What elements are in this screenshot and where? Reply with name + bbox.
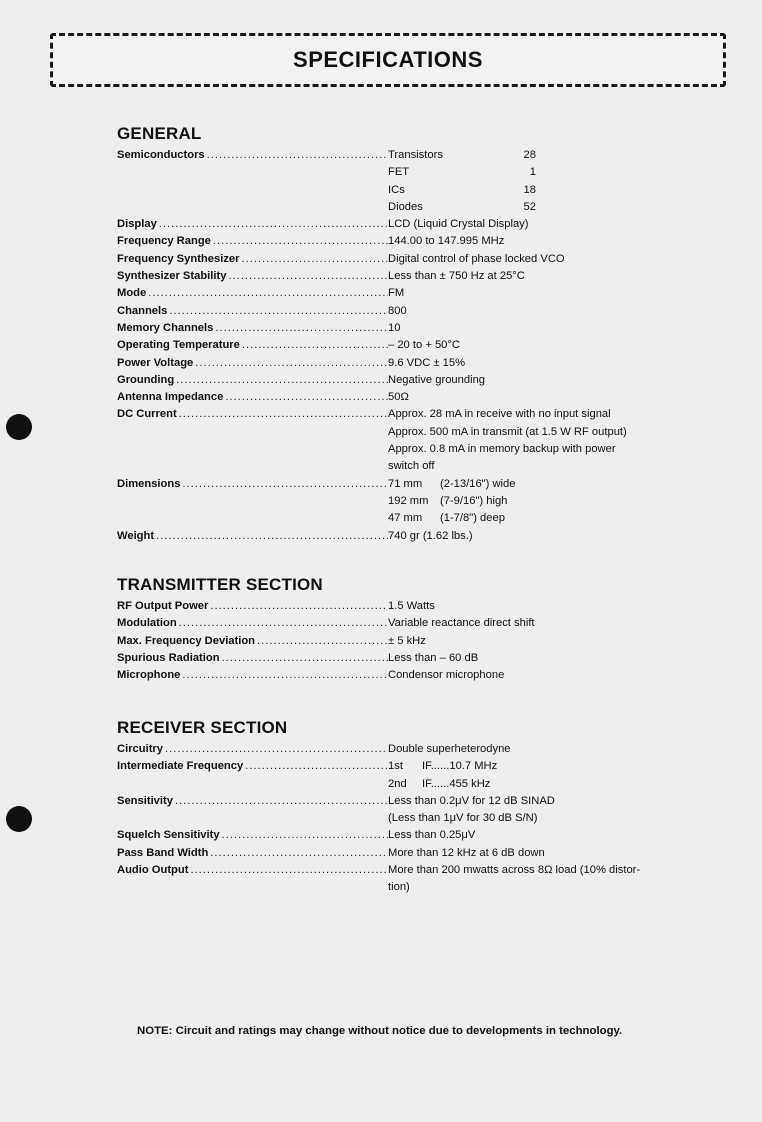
spec-label: Memory Channels — [117, 321, 214, 334]
spec-value: Double superheterodyne — [388, 743, 511, 755]
receiver-section — [117, 718, 697, 897]
spec-value-line: More than 200 mwatts across 8Ω load (10% distor- — [388, 864, 641, 877]
spec-row-spurious-radiation — [117, 650, 697, 667]
spec-label: Circuitry — [117, 743, 164, 755]
spec-label: Mode — [117, 287, 147, 300]
spec-value-line: Approx. 0.8 mA in memory backup with power — [388, 443, 616, 456]
spec-row-dc-current — [117, 406, 697, 475]
spec-row-dimensions — [117, 476, 697, 528]
spec-value: ± 5 kHz — [388, 634, 426, 647]
spec-value: More than 12 kHz at 6 dB down — [388, 846, 545, 859]
spec-row-microphone — [117, 667, 697, 684]
spec-label: Dimensions — [117, 477, 181, 490]
spec-row-weight — [117, 528, 697, 545]
title-banner — [50, 33, 726, 87]
spec-label: DC Current — [117, 408, 177, 421]
dimension-metric: 192 mm — [388, 494, 429, 507]
spec-label: Modulation — [117, 617, 177, 630]
spec-label: Microphone — [117, 669, 181, 682]
spec-row-pass-band-width — [117, 845, 697, 862]
spec-value: 1.5 Watts — [388, 600, 435, 612]
punch-hole-top — [6, 414, 32, 440]
receiver-heading: RECEIVER SECTION — [117, 718, 288, 737]
general-section — [117, 124, 697, 545]
spec-label: Weight — [117, 529, 155, 542]
spec-label: Max. Frequency Deviation — [117, 634, 256, 647]
spec-row-frequency-range — [117, 233, 697, 250]
spec-value: 10 — [388, 321, 401, 334]
spec-row-synthesizer-stability — [117, 268, 697, 285]
spec-label: Channels — [117, 304, 168, 317]
dimension-imperial: (1-7/8") deep — [440, 512, 505, 525]
spec-row-rf-output-power — [117, 598, 697, 615]
spec-label: Spurious Radiation — [117, 651, 220, 664]
spec-value: FM — [388, 287, 405, 300]
spec-value: Less than 0.25μV — [388, 829, 476, 842]
if-value: IF......455 kHz — [422, 777, 491, 790]
semiconductor-count: 1 — [529, 166, 536, 179]
punch-hole-bottom — [6, 806, 32, 832]
spec-label: Grounding — [117, 373, 175, 386]
spec-value: 800 — [388, 304, 407, 317]
spec-row-antenna-impedance — [117, 389, 697, 406]
spec-label: Pass Band Width — [117, 846, 209, 859]
spec-row-channels — [117, 303, 697, 320]
spec-label: Sensitivity — [117, 794, 173, 807]
spec-value: 9.6 VDC ± 15% — [388, 356, 466, 369]
spec-row-squelch-sensitivity — [117, 827, 697, 844]
spec-row-memory-channels — [117, 320, 697, 337]
spec-value: 50Ω — [388, 391, 409, 404]
spec-row-mode — [117, 285, 697, 302]
spec-row-frequency-synthesizer — [117, 251, 697, 268]
spec-value: Less than ± 750 Hz at 25°C — [388, 270, 525, 283]
spec-value-line: Less than 0.2μV for 12 dB SINAD — [388, 794, 555, 807]
spec-label: RF Output Power — [117, 600, 209, 612]
spec-value-line: (Less than 1μV for 30 dB S/N) — [388, 812, 538, 825]
spec-row-circuitry — [117, 741, 697, 758]
semiconductor-type: ICs — [388, 183, 405, 196]
spec-value: Negative grounding — [388, 373, 486, 386]
spec-value: LCD (Liquid Crystal Display) — [388, 218, 529, 231]
spec-value: Variable reactance direct shift — [388, 617, 535, 630]
spec-value: – 20 to + 50°C — [388, 339, 460, 352]
transmitter-section — [117, 575, 697, 684]
spec-value: Digital control of phase locked VCO — [388, 252, 565, 265]
spec-row-audio-output — [117, 862, 697, 897]
spec-label: Frequency Range — [117, 235, 211, 248]
semiconductor-count: 52 — [523, 200, 536, 213]
general-heading: GENERAL — [117, 124, 202, 143]
spec-value: 740 gr (1.62 lbs.) — [388, 529, 473, 542]
dimension-metric: 71 mm — [388, 477, 423, 490]
spec-label: Squelch Sensitivity — [117, 829, 220, 842]
spec-value-line: tion) — [388, 881, 410, 894]
semiconductor-count: 18 — [523, 183, 536, 196]
if-value: IF......10.7 MHz — [422, 760, 498, 773]
spec-value-line: switch off — [388, 460, 435, 473]
page-title: SPECIFICATIONS — [293, 47, 483, 72]
spec-label: Synthesizer Stability — [117, 270, 227, 283]
spec-row-power-voltage — [117, 355, 697, 372]
spec-row-sensitivity — [117, 793, 697, 828]
spec-label: Intermediate Frequency — [117, 760, 244, 773]
spec-row-display — [117, 216, 697, 233]
spec-value: Less than – 60 dB — [388, 651, 479, 664]
semiconductor-count: 28 — [523, 149, 536, 161]
if-stage: 2nd — [388, 777, 407, 790]
spec-row-modulation — [117, 615, 697, 632]
spec-label: Operating Temperature — [117, 339, 240, 352]
spec-row-semiconductors — [117, 147, 697, 216]
spec-row-intermediate-frequency — [117, 758, 697, 793]
if-stage: 1st — [388, 760, 403, 773]
transmitter-heading: TRANSMITTER SECTION — [117, 575, 323, 594]
semiconductor-type: Diodes — [388, 200, 423, 213]
spec-label: Display — [117, 218, 157, 231]
spec-label: Power Voltage — [117, 356, 194, 369]
spec-label: Semiconductors — [117, 149, 205, 161]
spec-row-grounding — [117, 372, 697, 389]
note-text: NOTE: Circuit and ratings may change without notice due to developments in technology. — [137, 1025, 623, 1037]
spec-label: Antenna Impedance — [117, 391, 224, 404]
dimension-metric: 47 mm — [388, 512, 423, 525]
semiconductor-type: Transistors — [388, 149, 443, 161]
semiconductor-type: FET — [388, 166, 410, 179]
dimension-imperial: (7-9/16") high — [440, 494, 508, 507]
spec-row-operating-temperature — [117, 337, 697, 354]
spec-label: Frequency Synthesizer — [117, 252, 240, 265]
spec-value-line: Approx. 28 mA in receive with no input signal — [388, 408, 611, 421]
spec-value-line: Approx. 500 mA in transmit (at 1.5 W RF output) — [388, 425, 627, 438]
dimension-imperial: (2-13/16") wide — [440, 477, 516, 490]
spec-value: Condensor microphone — [388, 669, 505, 682]
spec-row-max-frequency-deviation — [117, 633, 697, 650]
spec-label: Audio Output — [117, 864, 189, 877]
spec-value: 144.00 to 147.995 MHz — [388, 235, 505, 248]
